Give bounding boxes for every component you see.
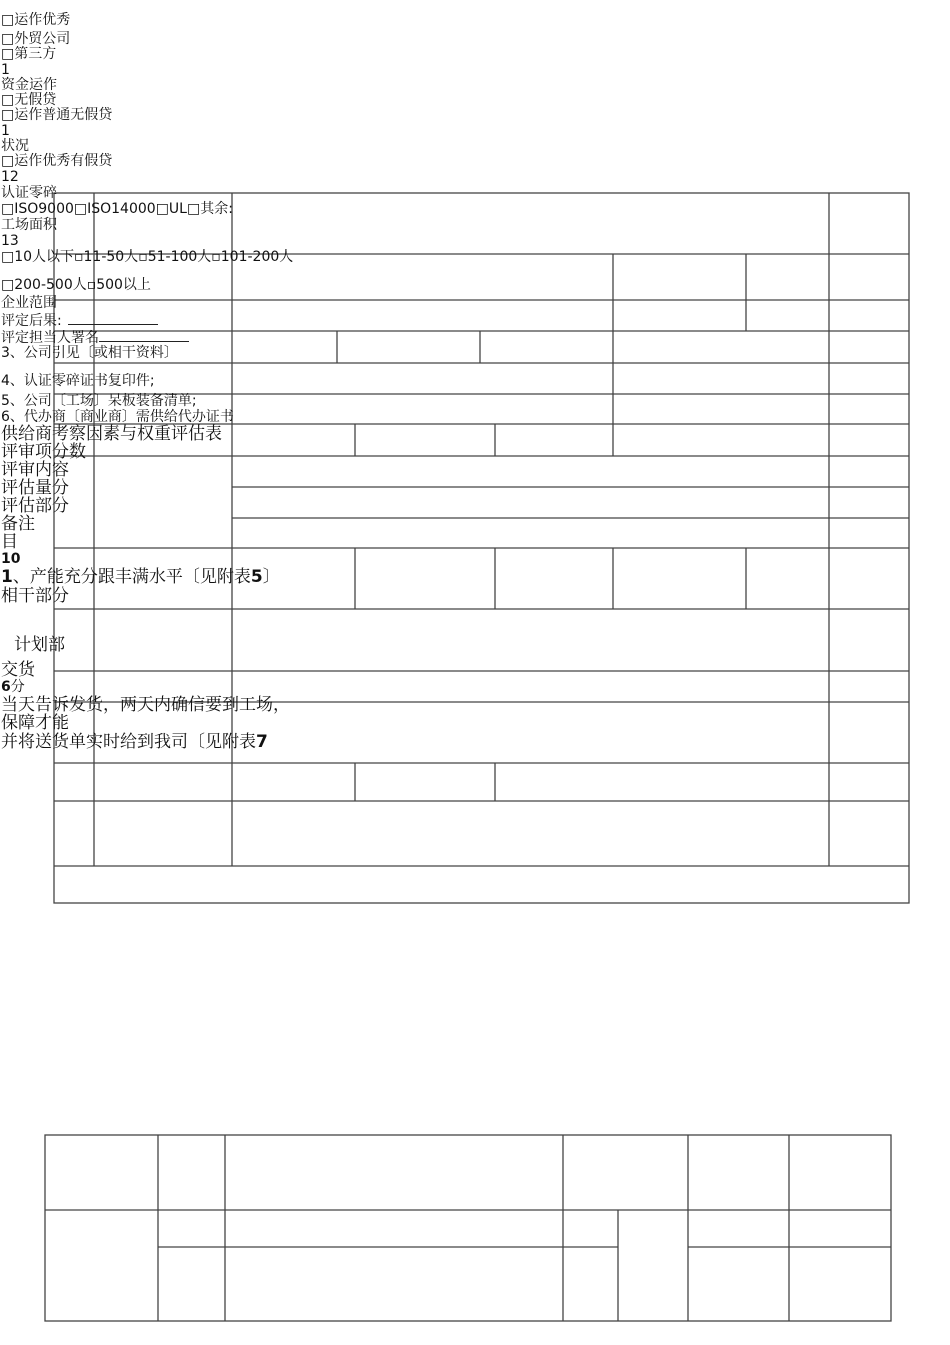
attachment-equipment-list: 5、公司〔工场〕呆板装备清单; bbox=[1, 393, 197, 409]
label-factory-area: 工场面积 bbox=[1, 217, 57, 233]
delivery-requirement: 当天告诉发货，两天内确信要到工场， bbox=[1, 695, 290, 715]
label-status: 状况 bbox=[1, 138, 29, 154]
staff-size-options-1: □10人以下▫11-50人▫51-100人▫101-200人 bbox=[1, 249, 294, 265]
header-review-item-score: 评审项分数 bbox=[1, 442, 86, 462]
header-evaluation-department: 评估部分 bbox=[1, 496, 69, 516]
attachment-agent-certificate: 6、代办商〔商业商〕需供给代办证书 bbox=[1, 409, 234, 425]
item-number: 13 bbox=[1, 233, 19, 249]
score-value: 10 bbox=[1, 551, 21, 567]
header-remarks: 备注 bbox=[1, 514, 35, 534]
item-number: 1 bbox=[1, 123, 10, 139]
option-excellent-with-loan: □运作优秀有假贷 bbox=[1, 153, 113, 169]
option-foreign-trade-company: □外贸公司 bbox=[1, 31, 71, 47]
planning-department: 计划部 bbox=[14, 635, 65, 655]
label-assurance-capability: 保障才能 bbox=[1, 713, 69, 733]
staff-size-options-2: □200-500人▫500以上 bbox=[1, 277, 151, 293]
item-number: 1 bbox=[1, 62, 10, 78]
option-operation-excellent: □运作优秀 bbox=[1, 12, 71, 28]
attachment-company-profile: 3、公司引见〔或相干资料〕 bbox=[1, 345, 178, 361]
item-number: 12 bbox=[1, 169, 19, 185]
label-delivery: 交货 bbox=[1, 660, 35, 680]
header-evaluation-score: 评估量分 bbox=[1, 478, 69, 498]
option-third-party: □第三方 bbox=[1, 46, 57, 62]
evaluation-form-title: 供给商考察因素与权重评估表 bbox=[1, 424, 222, 444]
option-no-loan: □无假贷 bbox=[1, 92, 57, 108]
delivery-note-requirement: 并将送货单实时给到我司〔见附表7 bbox=[1, 732, 268, 752]
header-review-content: 评审内容 bbox=[1, 460, 69, 480]
lower-table-border bbox=[45, 1135, 891, 1321]
evaluation-result-field: 评定后果: bbox=[1, 312, 158, 329]
label-certification-system: 认证零碎 bbox=[1, 185, 57, 201]
delivery-score: 6分 bbox=[1, 679, 25, 695]
certification-options: □ISO9000□ISO14000□UL□其余: bbox=[1, 201, 233, 217]
header-item: 目 bbox=[1, 532, 18, 552]
criterion-capacity: 1、产能充分跟丰满水平〔见附表5〕 bbox=[1, 567, 280, 587]
attachment-certificate-copies: 4、认证零碎证书复印件; bbox=[1, 373, 155, 389]
label-capital-operation: 资金运作 bbox=[1, 77, 57, 93]
evaluator-signature-field: 评定担当人署名 bbox=[1, 329, 189, 346]
label-related-department: 相干部分 bbox=[1, 586, 69, 606]
label-enterprise-scale: 企业范围 bbox=[1, 295, 57, 311]
option-normal-no-loan: □运作普通无假贷 bbox=[1, 107, 113, 123]
